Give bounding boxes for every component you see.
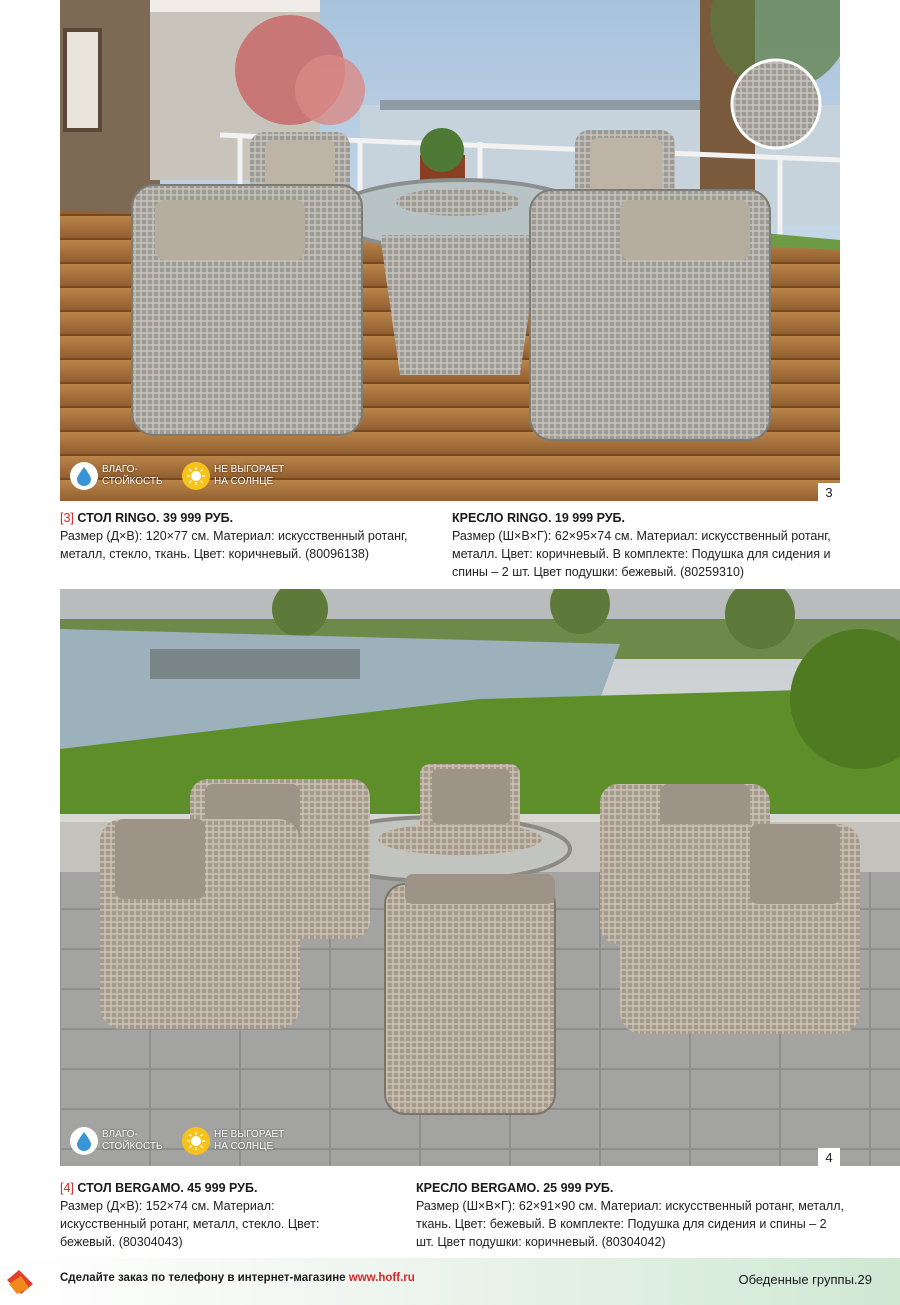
water-drop-icon (70, 462, 98, 490)
product-name-price: СТОЛ RINGO. 39 999 РУБ. (77, 511, 234, 525)
ringo-table-info (60, 509, 440, 563)
water-drop-icon (70, 1127, 98, 1155)
order-text: Сделайте заказ по телефону в интернет-магазине (60, 1272, 346, 1284)
bergamo-table-info (60, 1179, 330, 1251)
moisture-resistance-label: ВЛАГО- СТОЙКОСТЬ (102, 464, 163, 487)
fade-resistance-label: НЕ ВЫГОРАЕТ НА СОЛНЦЕ (214, 1129, 285, 1152)
page-section-number: Обеденные группы.29 (738, 1272, 872, 1287)
hoff-logo-icon (3, 1266, 35, 1298)
website-link[interactable]: www.hoff.ru (348, 1272, 415, 1284)
photo-number-badge: 3 (818, 483, 840, 503)
photo-number-badge: 4 (818, 1148, 840, 1168)
sun-icon (182, 462, 210, 490)
moisture-resistance-feature (70, 1127, 163, 1155)
fade-resistance-feature (182, 462, 284, 490)
moisture-resistance-feature (70, 462, 163, 490)
order-by-phone-text (60, 1272, 415, 1284)
moisture-resistance-label: ВЛАГО- СТОЙКОСТЬ (102, 1129, 163, 1152)
product-description: Размер (Д×В): 120×77 см. Материал: искусственный ротанг, металл, стекло, ткань. Цвет: коричневый. (80096138) (60, 529, 408, 561)
fade-resistance-label: НЕ ВЫГОРАЕТ НА СОЛНЦЕ (214, 464, 285, 487)
product-title (60, 1179, 330, 1197)
product-name-price: СТОЛ BERGAMO. 45 999 РУБ. (77, 1181, 258, 1195)
product-title: КРЕСЛО BERGAMO. 25 999 РУБ. (416, 1181, 614, 1195)
photo-reference: [4] (60, 1181, 74, 1195)
product-description: Размер (Ш×В×Г): 62×95×74 см. Материал: искусственный ротанг, металл. Цвет: коричневый. В комплекте: Подушка для сидения и спины – 2 шт. Цвет подушки: бежевый. (80259310) (452, 529, 831, 579)
bergamo-chair-info (416, 1179, 846, 1251)
ringo-chair-info (452, 509, 844, 581)
product-description: Размер (Д×В): 152×74 см. Материал: искусственный ротанг, металл, стекло. Цвет: бежевый. (80304043) (60, 1199, 320, 1249)
bergamo-set-photo (60, 589, 900, 1166)
product-title: КРЕСЛО RINGO. 19 999 РУБ. (452, 511, 626, 525)
fade-resistance-feature (182, 1127, 284, 1155)
product-description: Размер (Ш×В×Г): 62×91×90 см. Материал: искусственный ротанг, металл, ткань. Цвет: бежевый. В комплекте: Подушка для сидения и спины – 2 шт. Цвет подушки: коричневый. (80304042) (416, 1199, 844, 1249)
photo-reference: [3] (60, 511, 74, 525)
ringo-set-photo (60, 0, 840, 501)
sun-icon (182, 1127, 210, 1155)
product-title (60, 509, 440, 527)
page-footer (0, 1258, 900, 1305)
